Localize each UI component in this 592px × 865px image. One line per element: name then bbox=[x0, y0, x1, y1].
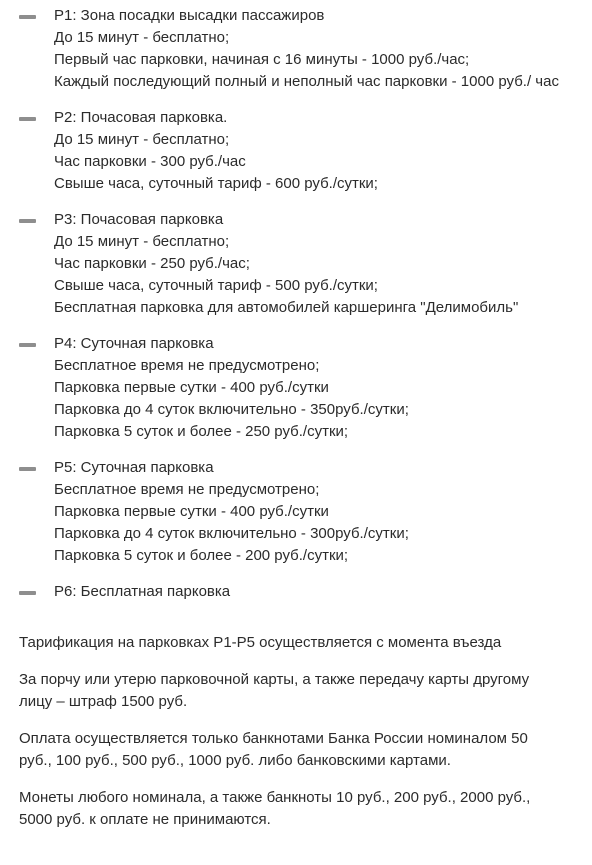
tariff-line: Час парковки - 250 руб./час; bbox=[54, 255, 250, 272]
parking-zone-item bbox=[0, 457, 592, 567]
tariff-line: Парковка первые сутки - 400 руб./сутки bbox=[54, 503, 329, 520]
tariff-line: Свыше часа, суточный тариф - 500 руб./сутки; bbox=[54, 277, 378, 294]
tariff-line: Свыше часа, суточный тариф - 600 руб./сутки; bbox=[54, 175, 378, 192]
tariff-note-paragraph: Оплата осуществляется только банкнотами Банка России номиналом 50 руб., 100 руб., 500 руб., 1000 руб. либо банковскими картами. bbox=[19, 730, 528, 769]
tariff-note-paragraph: За порчу или утерю парковочной карты, а также передачу карты другому лицу – штраф 1500 руб. bbox=[19, 671, 530, 710]
tariff-line: Парковка 5 суток и более - 250 руб./сутки; bbox=[54, 423, 349, 440]
dash-bullet-icon bbox=[19, 15, 36, 19]
parking-zone-list bbox=[0, 5, 592, 603]
tariff-line: До 15 минут - бесплатно; bbox=[54, 29, 230, 46]
tariff-line: Бесплатное время не предусмотрено; bbox=[54, 481, 320, 498]
dash-bullet-icon bbox=[19, 117, 36, 121]
parking-zone-item bbox=[0, 581, 592, 603]
tariff-line: Парковка первые сутки - 400 руб./сутки bbox=[54, 379, 329, 396]
tariff-line: Бесплатное время не предусмотрено; bbox=[54, 357, 320, 374]
tariff-line: Час парковки - 300 руб./час bbox=[54, 153, 246, 170]
parking-zone-title: P6: Бесплатная парковка bbox=[54, 583, 231, 600]
tariff-line: Парковка до 4 суток включительно - 300руб./сутки; bbox=[54, 525, 409, 542]
parking-zone-item bbox=[0, 209, 592, 319]
dash-bullet-icon bbox=[19, 343, 36, 347]
tariff-line: Парковка до 4 суток включительно - 350руб./сутки; bbox=[54, 401, 409, 418]
tariff-line: Парковка 5 суток и более - 200 руб./сутки; bbox=[54, 547, 349, 564]
parking-zone-title: P5: Суточная парковка bbox=[54, 459, 214, 476]
parking-zone-item bbox=[0, 5, 592, 93]
parking-zone-item bbox=[0, 107, 592, 195]
parking-zone-title: P1: Зона посадки высадки пассажиров bbox=[54, 7, 325, 24]
dash-bullet-icon bbox=[19, 467, 36, 471]
parking-zone-item bbox=[0, 333, 592, 443]
parking-zone-title: P2: Почасовая парковка. bbox=[54, 109, 228, 126]
tariff-note-paragraph: Монеты любого номинала, а также банкноты 10 руб., 200 руб., 2000 руб., 5000 руб. к оплате не принимаются. bbox=[19, 789, 531, 828]
dash-bullet-icon bbox=[19, 591, 36, 595]
tariff-line: До 15 минут - бесплатно; bbox=[54, 131, 230, 148]
tariff-line: Бесплатная парковка для автомобилей каршеринга "Делимобиль" bbox=[54, 299, 519, 316]
tariff-notes bbox=[0, 632, 592, 831]
parking-zone-title: P4: Суточная парковка bbox=[54, 335, 214, 352]
parking-zone-title: P3: Почасовая парковка bbox=[54, 211, 224, 228]
tariff-line: До 15 минут - бесплатно; bbox=[54, 233, 230, 250]
tariff-line: Каждый последующий полный и неполный час парковки - 1000 руб./ час bbox=[54, 73, 559, 90]
dash-bullet-icon bbox=[19, 219, 36, 223]
tariff-line: Первый час парковки, начиная с 16 минуты - 1000 руб./час; bbox=[54, 51, 470, 68]
tariff-note-paragraph: Тарификация на парковках P1-P5 осуществляется с момента въезда bbox=[19, 634, 502, 651]
